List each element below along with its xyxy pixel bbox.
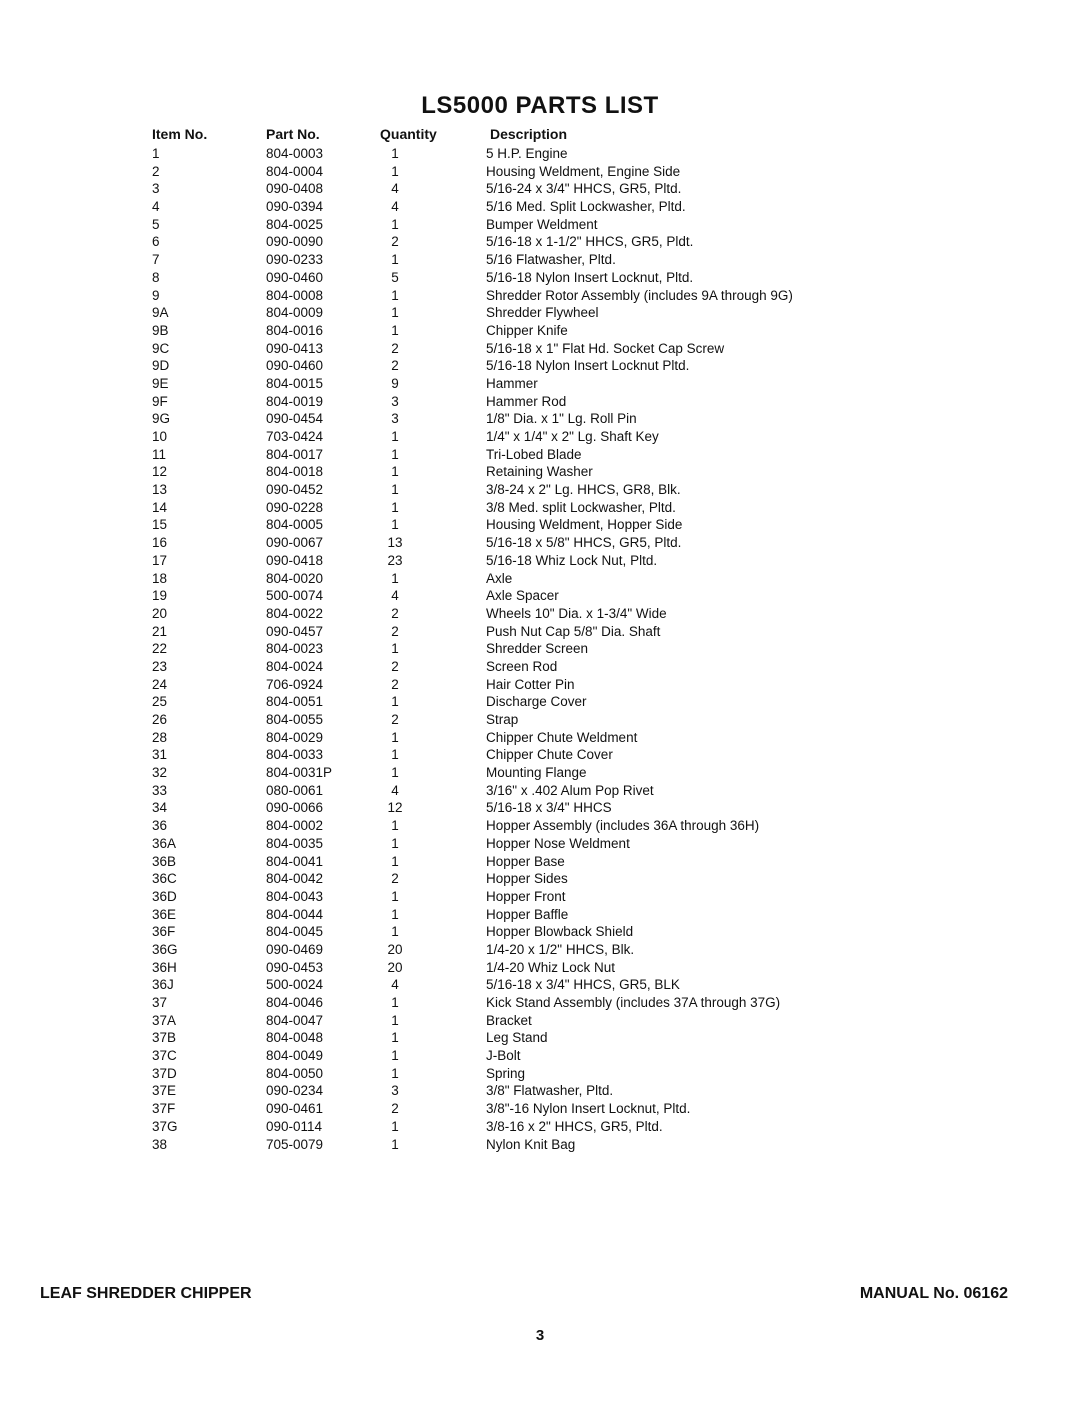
item-no-cell: 36 <box>152 818 168 834</box>
table-row <box>0 570 1080 588</box>
item-no-cell: 37F <box>152 1101 176 1117</box>
table-row <box>0 446 1080 464</box>
description-cell: Shredder Flywheel <box>486 305 599 321</box>
part-no-cell: 706-0924 <box>266 676 324 692</box>
quantity-cell: 2 <box>391 871 399 887</box>
quantity-cell: 2 <box>391 623 399 639</box>
part-no-cell: 090-0460 <box>266 269 324 285</box>
table-row <box>0 782 1080 800</box>
page-title: LS5000 PARTS LIST <box>421 92 659 119</box>
description-cell: 5/16-24 x 3/4" HHCS, GR5, Pltd. <box>486 181 682 197</box>
quantity-cell: 1 <box>391 906 399 922</box>
part-no-cell: 804-0020 <box>266 570 324 586</box>
table-row <box>0 251 1080 269</box>
part-no-cell: 804-0025 <box>266 216 324 232</box>
table-row <box>0 410 1080 428</box>
table-row <box>0 853 1080 871</box>
part-no-cell: 804-0050 <box>266 1065 324 1081</box>
quantity-cell: 3 <box>391 1083 399 1099</box>
item-no-cell: 9F <box>152 393 168 409</box>
part-no-cell: 804-0005 <box>266 517 324 533</box>
item-no-cell: 37A <box>152 1012 177 1028</box>
quantity-cell: 1 <box>391 1136 399 1152</box>
description-cell: 1/4" x 1/4" x 2" Lg. Shaft Key <box>486 429 659 444</box>
part-no-cell: 804-0051 <box>266 694 324 710</box>
description-cell: Hopper Assembly (includes 36A through 36H) <box>486 818 760 834</box>
quantity-cell: 1 <box>391 1065 399 1081</box>
table-row <box>0 817 1080 835</box>
description-cell: Tri-Lobed Blade <box>486 446 582 462</box>
part-no-cell: 090-0090 <box>266 234 324 250</box>
description-cell: Bracket <box>486 1012 532 1028</box>
table-row <box>0 304 1080 322</box>
item-no-cell: 28 <box>152 729 168 745</box>
item-no-cell: 16 <box>152 535 168 551</box>
part-no-cell: 804-0019 <box>266 393 324 409</box>
quantity-cell: 1 <box>391 1048 399 1064</box>
quantity-cell: 13 <box>387 535 403 551</box>
quantity-cell: 2 <box>391 712 399 727</box>
description-cell: 5/16-18 Whiz Lock Nut, Pltd. <box>486 552 658 568</box>
description-cell: Hammer <box>486 375 538 391</box>
item-no-cell: 36B <box>152 853 177 869</box>
part-no-cell: 804-0045 <box>266 924 324 940</box>
description-cell: 3/8" Flatwasher, Pltd. <box>486 1083 614 1099</box>
table-row <box>0 640 1080 658</box>
part-no-cell: 804-0023 <box>266 641 324 657</box>
quantity-cell: 1 <box>391 853 399 869</box>
table-row <box>0 180 1080 198</box>
table-row <box>0 587 1080 605</box>
item-no-cell: 9 <box>152 287 160 303</box>
quantity-cell: 1 <box>391 888 399 904</box>
table-row <box>0 711 1080 729</box>
quantity-cell: 2 <box>391 234 399 250</box>
quantity-cell: 2 <box>391 1101 399 1117</box>
item-no-cell: 15 <box>152 517 168 533</box>
item-no-cell: 37C <box>152 1048 177 1064</box>
quantity-cell: 12 <box>387 800 403 816</box>
table-row <box>0 1100 1080 1118</box>
part-no-cell: 090-0457 <box>266 623 324 639</box>
item-no-cell: 14 <box>152 499 168 515</box>
table-row <box>0 906 1080 924</box>
item-no-cell: 36C <box>152 871 177 887</box>
description-cell: Chipper Chute Cover <box>486 747 613 763</box>
quantity-cell: 2 <box>391 605 399 621</box>
quantity-cell: 1 <box>391 747 399 763</box>
part-no-cell: 804-0029 <box>266 729 324 745</box>
description-cell: Retaining Washer <box>486 464 593 480</box>
quantity-cell: 1 <box>391 464 399 480</box>
description-cell: Strap <box>486 712 519 727</box>
description-cell: Discharge Cover <box>486 694 587 710</box>
description-cell: 5/16-18 x 3/4" HHCS, GR5, BLK <box>486 977 680 993</box>
item-no-cell: 36F <box>152 924 176 940</box>
item-no-cell: 9C <box>152 340 170 356</box>
item-no-cell: 32 <box>152 765 168 781</box>
table-row <box>0 941 1080 959</box>
quantity-cell: 1 <box>391 924 399 940</box>
description-cell: 5/16-18 x 1" Flat Hd. Socket Cap Screw <box>486 340 725 356</box>
quantity-cell: 9 <box>391 375 399 391</box>
description-cell: Mounting Flange <box>486 765 587 781</box>
table-row <box>0 799 1080 817</box>
quantity-cell: 1 <box>391 446 399 462</box>
table-row <box>0 870 1080 888</box>
item-no-cell: 21 <box>152 623 168 639</box>
part-no-cell: 804-0009 <box>266 305 324 321</box>
item-no-cell: 26 <box>152 712 168 727</box>
part-no-cell: 804-0049 <box>266 1048 324 1064</box>
part-no-cell: 804-0033 <box>266 747 324 763</box>
table-row <box>0 764 1080 782</box>
table-row <box>0 534 1080 552</box>
part-no-cell: 705-0079 <box>266 1136 324 1152</box>
quantity-cell: 1 <box>391 835 399 851</box>
table-row <box>0 375 1080 393</box>
item-no-cell: 8 <box>152 269 160 285</box>
quantity-cell: 23 <box>387 552 403 568</box>
part-no-cell: 090-0460 <box>266 358 324 374</box>
part-no-cell: 090-0461 <box>266 1101 324 1117</box>
quantity-cell: 1 <box>391 995 399 1010</box>
description-cell: Hopper Front <box>486 888 566 904</box>
part-no-cell: 090-0233 <box>266 252 324 268</box>
part-no-cell: 090-0228 <box>266 499 324 515</box>
table-row <box>0 269 1080 287</box>
table-row <box>0 1065 1080 1083</box>
part-no-cell: 080-0061 <box>266 782 324 798</box>
description-cell: 5/16 Flatwasher, Pltd. <box>486 252 616 268</box>
item-no-cell: 5 <box>152 216 160 232</box>
footer-product: LEAF SHREDDER CHIPPER <box>40 1285 252 1302</box>
item-no-cell: 36A <box>152 835 177 851</box>
table-row <box>0 463 1080 481</box>
table-row <box>0 976 1080 994</box>
item-no-cell: 9A <box>152 305 169 321</box>
part-no-cell: 804-0015 <box>266 375 324 391</box>
description-cell: 3/16" x .402 Alum Pop Rivet <box>486 782 654 798</box>
description-cell: 3/8 Med. split Lockwasher, Pltd. <box>486 499 676 515</box>
part-no-cell: 804-0018 <box>266 464 324 480</box>
item-no-cell: 19 <box>152 588 168 604</box>
part-no-cell: 703-0424 <box>266 429 324 444</box>
item-no-cell: 13 <box>152 482 168 498</box>
description-cell: 5/16-18 x 1-1/2" HHCS, GR5, Pldt. <box>486 234 694 250</box>
header-item-no: Item No. <box>152 126 208 142</box>
table-row <box>0 729 1080 747</box>
table-row <box>0 198 1080 216</box>
item-no-cell: 10 <box>152 429 168 444</box>
part-no-cell: 804-0048 <box>266 1030 324 1046</box>
item-no-cell: 18 <box>152 570 168 586</box>
page-number: 3 <box>535 1327 545 1344</box>
table-row <box>0 145 1080 163</box>
description-cell: Hair Cotter Pin <box>486 676 575 692</box>
quantity-cell: 3 <box>391 411 399 427</box>
item-no-cell: 38 <box>152 1136 168 1152</box>
part-no-cell: 804-0043 <box>266 888 324 904</box>
footer-manual-number: MANUAL No. 06162 <box>859 1285 1008 1302</box>
item-no-cell: 37 <box>152 995 168 1010</box>
table-row <box>0 605 1080 623</box>
description-cell: Hopper Baffle <box>486 906 569 922</box>
table-row <box>0 357 1080 375</box>
description-cell: 5/16 Med. Split Lockwasher, Pltd. <box>486 199 686 215</box>
quantity-cell: 1 <box>391 305 399 321</box>
table-row <box>0 693 1080 711</box>
quantity-cell: 1 <box>391 765 399 781</box>
quantity-cell: 1 <box>391 322 399 338</box>
description-cell: Housing Weldment, Engine Side <box>486 163 681 179</box>
item-no-cell: 37G <box>152 1118 178 1134</box>
table-row <box>0 393 1080 411</box>
quantity-cell: 1 <box>391 1012 399 1028</box>
table-row <box>0 1136 1080 1154</box>
part-no-cell: 090-0453 <box>266 959 324 975</box>
quantity-cell: 4 <box>391 782 399 798</box>
table-row <box>0 516 1080 534</box>
description-cell: 5 H.P. Engine <box>486 146 568 161</box>
item-no-cell: 9G <box>152 411 171 427</box>
part-no-cell: 090-0394 <box>266 199 324 215</box>
item-no-cell: 2 <box>152 163 160 179</box>
quantity-cell: 3 <box>391 393 399 409</box>
quantity-cell: 1 <box>391 482 399 498</box>
part-no-cell: 804-0008 <box>266 287 324 303</box>
description-cell: Hopper Sides <box>486 871 568 887</box>
table-row <box>0 658 1080 676</box>
table-row <box>0 499 1080 517</box>
quantity-cell: 1 <box>391 570 399 586</box>
description-cell: Push Nut Cap 5/8" Dia. Shaft <box>486 623 661 639</box>
part-no-cell: 804-0046 <box>266 995 324 1010</box>
item-no-cell: 37E <box>152 1083 177 1099</box>
item-no-cell: 34 <box>152 800 168 816</box>
table-row <box>0 552 1080 570</box>
description-cell: Kick Stand Assembly (includes 37A through 37G) <box>486 995 781 1010</box>
table-row <box>0 676 1080 694</box>
item-no-cell: 25 <box>152 694 168 710</box>
part-no-cell: 804-0004 <box>266 163 324 179</box>
table-row <box>0 959 1080 977</box>
table-row <box>0 287 1080 305</box>
description-cell: Leg Stand <box>486 1030 548 1046</box>
description-cell: Nylon Knit Bag <box>486 1136 576 1152</box>
description-cell: Housing Weldment, Hopper Side <box>486 517 683 533</box>
part-no-cell: 090-0452 <box>266 482 324 498</box>
quantity-cell: 1 <box>391 517 399 533</box>
quantity-cell: 20 <box>387 959 403 975</box>
quantity-cell: 4 <box>391 181 399 197</box>
header-description: Description <box>490 126 568 142</box>
description-cell: Hopper Base <box>486 853 565 869</box>
table-row <box>0 1047 1080 1065</box>
part-no-cell: 090-0413 <box>266 340 324 356</box>
description-cell: 1/4-20 Whiz Lock Nut <box>486 959 616 975</box>
description-cell: Spring <box>486 1065 526 1081</box>
header-part-no: Part No. <box>266 126 320 142</box>
item-no-cell: 4 <box>152 199 160 215</box>
item-no-cell: 22 <box>152 641 168 657</box>
item-no-cell: 3 <box>152 181 160 197</box>
description-cell: Wheels 10" Dia. x 1-3/4" Wide <box>486 605 667 621</box>
quantity-cell: 4 <box>391 199 399 215</box>
item-no-cell: 23 <box>152 658 168 674</box>
description-cell: 3/8-24 x 2" Lg. HHCS, GR8, Blk. <box>486 482 681 498</box>
item-no-cell: 36J <box>152 977 174 993</box>
table-row <box>0 481 1080 499</box>
item-no-cell: 6 <box>152 234 160 250</box>
description-cell: Shredder Screen <box>486 641 589 657</box>
part-no-cell: 804-0003 <box>266 146 324 161</box>
quantity-cell: 1 <box>391 146 399 161</box>
table-row <box>0 888 1080 906</box>
description-cell: 1/8" Dia. x 1" Lg. Roll Pin <box>486 411 637 427</box>
item-no-cell: 7 <box>152 252 160 268</box>
item-no-cell: 31 <box>152 747 168 763</box>
part-no-cell: 804-0016 <box>266 322 324 338</box>
item-no-cell: 17 <box>152 552 168 568</box>
description-cell: Hopper Nose Weldment <box>486 835 630 851</box>
quantity-cell: 1 <box>391 499 399 515</box>
quantity-cell: 1 <box>391 216 399 232</box>
part-no-cell: 804-0024 <box>266 658 324 674</box>
item-no-cell: 36D <box>152 888 177 904</box>
quantity-cell: 4 <box>391 588 399 604</box>
description-cell: 5/16-18 x 5/8" HHCS, GR5, Pltd. <box>486 535 682 551</box>
part-no-cell: 500-0024 <box>266 977 324 993</box>
table-row <box>0 835 1080 853</box>
item-no-cell: 9B <box>152 322 169 338</box>
part-no-cell: 090-0418 <box>266 552 324 568</box>
item-no-cell: 37D <box>152 1065 177 1081</box>
description-cell: Chipper Chute Weldment <box>486 729 638 745</box>
quantity-cell: 1 <box>391 694 399 710</box>
part-no-cell: 090-0454 <box>266 411 324 427</box>
description-cell: 1/4-20 x 1/2" HHCS, Blk. <box>486 941 635 957</box>
part-no-cell: 804-0041 <box>266 853 324 869</box>
parts-table <box>0 145 1080 1153</box>
quantity-cell: 2 <box>391 676 399 692</box>
item-no-cell: 36E <box>152 906 177 922</box>
description-cell: 3/8"-16 Nylon Insert Locknut, Pltd. <box>486 1101 691 1117</box>
item-no-cell: 37B <box>152 1030 177 1046</box>
part-no-cell: 090-0114 <box>266 1118 323 1134</box>
quantity-cell: 1 <box>391 287 399 303</box>
part-no-cell: 090-0408 <box>266 181 324 197</box>
table-row <box>0 623 1080 641</box>
table-row <box>0 216 1080 234</box>
description-cell: Shredder Rotor Assembly (includes 9A through 9G) <box>486 287 793 303</box>
quantity-cell: 5 <box>391 269 399 285</box>
part-no-cell: 804-0022 <box>266 605 324 621</box>
header-quantity: Quantity <box>380 126 437 142</box>
table-row <box>0 233 1080 251</box>
part-no-cell: 090-0067 <box>266 535 324 551</box>
table-row <box>0 994 1080 1012</box>
table-row <box>0 746 1080 764</box>
table-row <box>0 428 1080 446</box>
item-no-cell: 36G <box>152 941 178 957</box>
table-row <box>0 923 1080 941</box>
item-no-cell: 1 <box>152 146 160 161</box>
part-no-cell: 804-0042 <box>266 871 324 887</box>
description-cell: Screen Rod <box>486 658 558 674</box>
item-no-cell: 9D <box>152 358 170 374</box>
table-row <box>0 1082 1080 1100</box>
quantity-cell: 1 <box>391 1118 399 1134</box>
description-cell: Hammer Rod <box>486 393 567 409</box>
description-cell: Bumper Weldment <box>486 216 598 232</box>
description-cell: Axle <box>486 570 513 586</box>
quantity-cell: 1 <box>391 429 399 444</box>
table-row <box>0 1118 1080 1136</box>
description-cell: Chipper Knife <box>486 322 568 338</box>
quantity-cell: 2 <box>391 658 399 674</box>
table-row <box>0 322 1080 340</box>
item-no-cell: 20 <box>152 605 168 621</box>
item-no-cell: 9E <box>152 375 169 391</box>
table-row <box>0 340 1080 358</box>
part-no-cell: 090-0234 <box>266 1083 324 1099</box>
quantity-cell: 20 <box>387 941 403 957</box>
part-no-cell: 804-0031P <box>266 765 333 781</box>
table-row <box>0 1012 1080 1030</box>
description-cell: 5/16-18 Nylon Insert Locknut, Pltd. <box>486 269 694 285</box>
item-no-cell: 12 <box>152 464 168 480</box>
description-cell: 5/16-18 x 3/4" HHCS <box>486 800 612 816</box>
table-row <box>0 1029 1080 1047</box>
part-no-cell: 804-0047 <box>266 1012 324 1028</box>
part-no-cell: 090-0066 <box>266 800 324 816</box>
item-no-cell: 33 <box>152 782 168 798</box>
part-no-cell: 804-0055 <box>266 712 324 727</box>
quantity-cell: 1 <box>391 163 399 179</box>
description-cell: 3/8-16 x 2" HHCS, GR5, Pltd. <box>486 1118 663 1134</box>
quantity-cell: 1 <box>391 252 399 268</box>
quantity-cell: 1 <box>391 641 399 657</box>
item-no-cell: 24 <box>152 676 168 692</box>
item-no-cell: 36H <box>152 959 177 975</box>
part-no-cell: 804-0044 <box>266 906 324 922</box>
quantity-cell: 1 <box>391 1030 399 1046</box>
description-cell: Hopper Blowback Shield <box>486 924 634 940</box>
part-no-cell: 804-0035 <box>266 835 324 851</box>
description-cell: J-Bolt <box>486 1048 521 1064</box>
item-no-cell: 11 <box>152 446 167 462</box>
table-row <box>0 163 1080 181</box>
quantity-cell: 2 <box>391 358 399 374</box>
quantity-cell: 2 <box>391 340 399 356</box>
description-cell: Axle Spacer <box>486 588 559 604</box>
part-no-cell: 500-0074 <box>266 588 324 604</box>
part-no-cell: 804-0017 <box>266 446 324 462</box>
description-cell: 5/16-18 Nylon Insert Locknut Pltd. <box>486 358 690 374</box>
part-no-cell: 804-0002 <box>266 818 324 834</box>
quantity-cell: 1 <box>391 729 399 745</box>
part-no-cell: 090-0469 <box>266 941 324 957</box>
quantity-cell: 4 <box>391 977 399 993</box>
quantity-cell: 1 <box>391 818 399 834</box>
